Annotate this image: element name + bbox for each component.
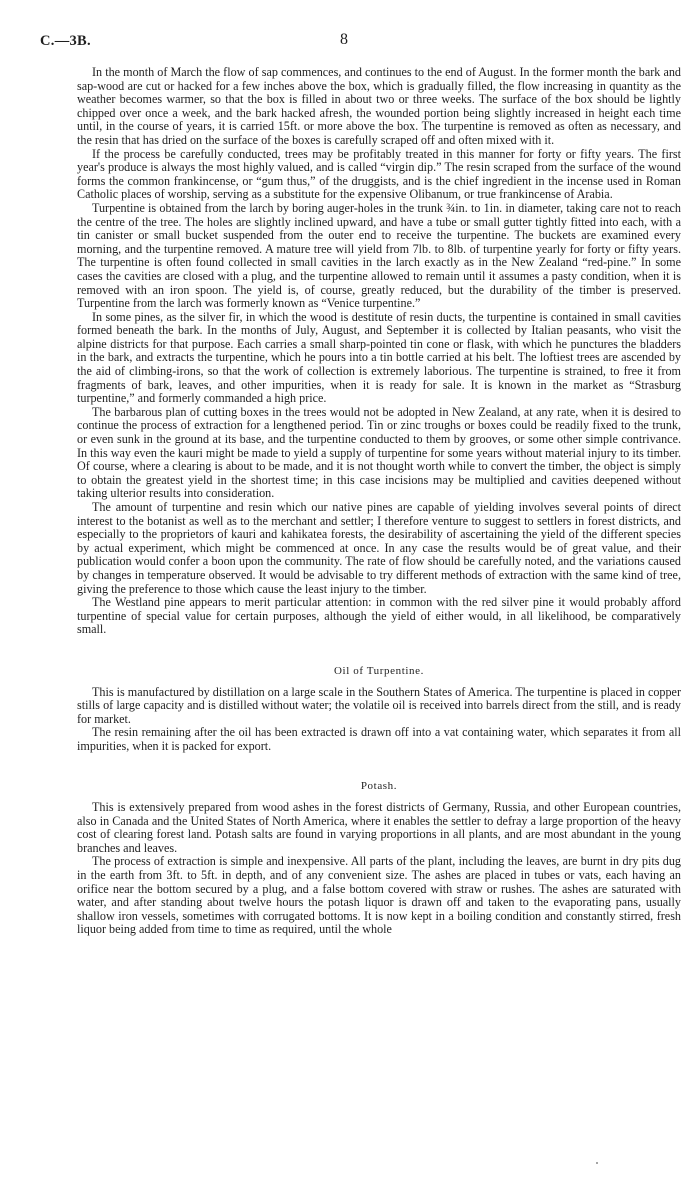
page-number: 8 [340,31,348,48]
document-reference: C.—3B. [40,33,91,49]
paragraph-silver-fir: In some pines, as the silver fir, in which the wood is destitute of resin ducts, the turpentine is contained in small cavities formed beneath the bark. In the months of July, August, and September it is collected by Italian peasants, who visit the alpine districts for that purpose. Each carries a small sharp-pointed tin cone or flask, with which he punctures the bladders in the bark, and extracts the turpentine, which he pours into a tin bottle carried at his belt. The loftiest trees are ascended by the aid of climbing-irons, so that the work of collection is extremely laborious. The turpentine is strained, to free it from fragments of bark, leaves, and other impurities, when it is ready for sale. It is known in the market as “Strasburg turpentine,” and formerly commanded a high price. [77,309,681,406]
paragraph-westland-pine: The Westland pine appears to merit particular attention: in common with the red silver pine it would probably afford turpentine of special value for certain purposes, although the yield of either would, in all likelihood, be comparatively small. [77,595,681,637]
paragraph-sap-flow: In the month of March the flow of sap commences, and continues to the end of August. In the former month the bark and sap-wood are cut or hacked for a few inches above the box, which is gradually filled, the flow increasing in quantity as the weather becomes warmer, so that the box is filled in about two or three weeks. The surface of the box should be lightly chipped over once a week, and the bark hacked afresh, the wounded portion being slightly increased in height each time until, in the course of years, it is carried 15ft. or more above the box. The turpentine is removed as often as necessary, and the resin that has dried on the surface of the boxes is carefully scraped off and often mixed with it. [77,65,681,147]
paragraph-native-pines: The amount of turpentine and resin which our native pines are capable of yielding involves several points of direct interest to the botanist as well as to the merchant and settler; I therefore venture to suggest to settlers in forest districts, and especially to the proprietors of kauri and kahikatea forests, the desirability of ascertaining the yield of the different species by actual experiment, which might be commenced at once. In any case the results would be of great value, and their publication would confer a boon upon the community. The rate of flow should be carefully noted, and the variations caused by changes in temperature observed. It would be advisable to try different methods of extraction with the same kind of tree, giving the preference to those which cause the least injury to the timber. [77,500,681,596]
paragraph-boxes: The barbarous plan of cutting boxes in the trees would not be adopted in New Zealand, at any rate, when it is desired to continue the process of extraction for a lengthened period. Tin or zinc troughs or boxes could be readily fixed to the trunk, or even sunk in the ground at its base, and the turpentine conducted to them by grooves, or some other simple contrivance. In this way even the kauri might be made to yield a supply of turpentine for some years without material injury to its timber. Of course, where a clearing is about to be made, and it is not thought worth while to convert the timber, the object is simply to obtain the greatest yield in the shortest time; in this case incisions may be multiplied and cavities deepened without taking ulterior results into consideration. [77,404,681,501]
paragraph-virgin-dip: If the process be carefully conducted, trees may be profitably treated in this manner for forty or fifty years. The first year's produce is always the most highly valued, and is called “virgin dip.” The resin scraped from the surface of the wound forms the common frankincense, or “gum thus,” of the druggists, and is the chief ingredient in the incense used in Roman Catholic places of worship, serving as a substitute for the expensive Olibanum, or true frankincense of Arabia. [77,146,681,202]
page-speck [596,1162,598,1164]
paragraph-larch: Turpentine is obtained from the larch by boring auger-holes in the trunk ¾in. to 1in. in diameter, taking care not to reach the centre of the tree. The holes are slightly inclined upward, and have a tube or small gutter tightly fitted into each, with a tin canister or small bucket suspended from the outer end to receive the turpentine. The buckets are examined every morning, and the turpentine removed. A mature tree will yield from 7lb. to 8lb. of turpentine yearly for forty or fifty years. The turpentine is often found collected in small cavities in the larch exactly as in the New Zealand “red-pine.” In some cases the cavities are closed with a plug, and the turpentine allowed to remain until it assumes a pasty condition, when it is removed with an iron spoon. The yield is, of course, greatly reduced, but the durability of the timber is preserved. Turpentine from the larch was formerly known as “Venice turpentine.” [77,200,681,311]
section-heading-potash: Potash. [360,779,398,792]
document-body [77,66,681,937]
paragraph-potash-prepared: This is extensively prepared from wood ashes in the forest districts of Germany, Russia, and other European countries, also in Canada and the United States of North America, where it enables the settler to defray a large proportion of the heavy cost of clearing forest land. Potash salts are found in varying proportions in all plants, and are most abundant in the young branches and leaves. [77,800,681,855]
paragraph-potash-process: The process of extraction is simple and inexpensive. All parts of the plant, including the leaves, are burnt in dry pits dug in the earth from 3ft. to 5ft. in depth, and of any convenient size. The ashes are placed in tubes or vats, each having an orifice near the bottom secured by a plug, and a false bottom covered with straw or rushes. The ashes are saturated with water, and after standing about twelve hours the potash liquor is drawn off and taken to the evaporating pans, usually shallow iron vessels, sometimes with corrugated bottoms. It is now kept in a boiling condition and constantly stirred, fresh liquor being added from time to time as required, until the whole [77,854,681,937]
section-heading-oil-of-turpentine: Oil of Turpentine. [334,664,424,677]
paragraph-resin-export: The resin remaining after the oil has been extracted is drawn off into a vat containing water, which separates it from all impurities, when it is packed for export. [77,725,681,753]
paragraph-oil-distillation: This is manufactured by distillation on a large scale in the Southern States of America. The turpentine is placed in copper stills of large capacity and is distilled without water; the volatile oil is received into barrels direct from the still, and is ready for market. [77,684,681,726]
